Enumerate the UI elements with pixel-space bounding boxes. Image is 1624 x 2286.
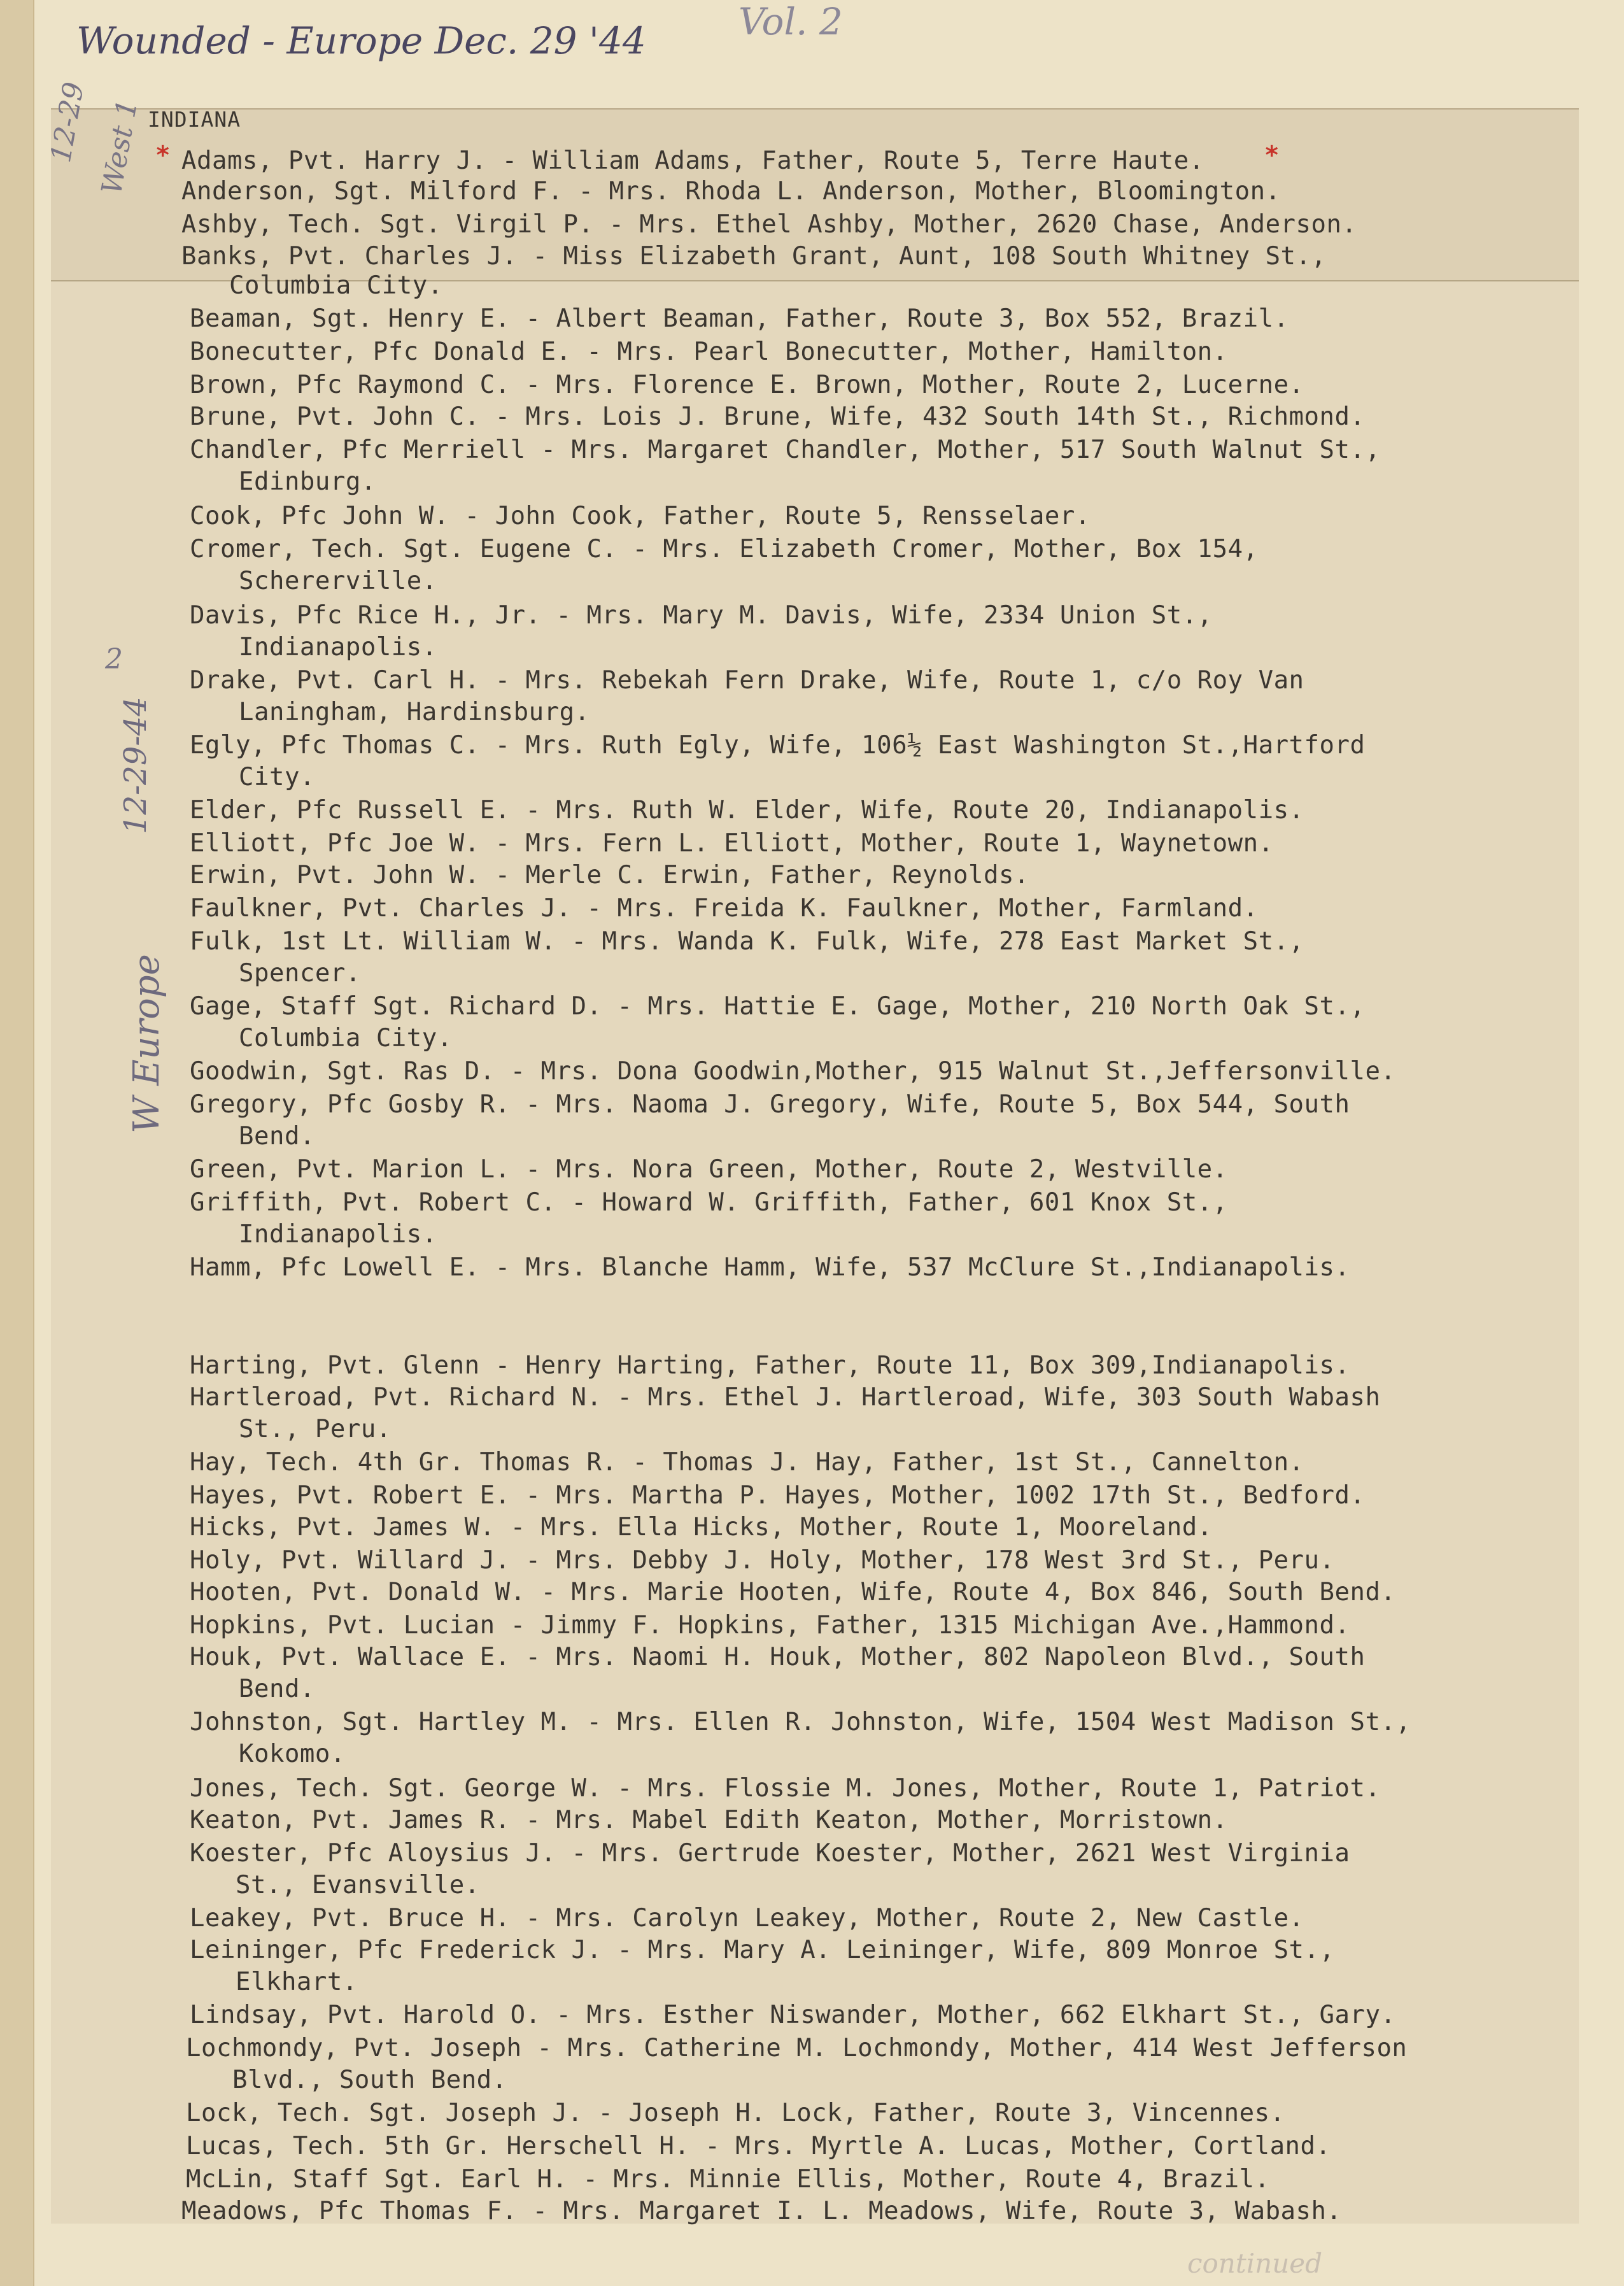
entry-line: Cromer, Tech. Sgt. Eugene C. - Mrs. Elizabeth Cromer, Mother, Box 154, — [190, 535, 1259, 564]
entry-line: Lochmondy, Pvt. Joseph - Mrs. Catherine M. Lochmondy, Mother, 414 West Jefferson — [186, 2034, 1408, 2062]
entry-line: Griffith, Pvt. Robert C. - Howard W. Griffith, Father, 601 Knox St., — [190, 1188, 1228, 1217]
entry-line: City. — [239, 763, 315, 792]
entry-line: Hooten, Pvt. Donald W. - Mrs. Marie Hooten, Wife, Route 4, Box 846, South Bend. — [190, 1578, 1396, 1607]
entry-line: Davis, Pfc Rice H., Jr. - Mrs. Mary M. Davis, Wife, 2334 Union St., — [190, 601, 1213, 630]
entry-line: Hopkins, Pvt. Lucian - Jimmy F. Hopkins, Father, 1315 Michigan Ave.,Hammond. — [190, 1611, 1350, 1640]
star-mark-left: * — [155, 141, 171, 170]
entry-line: Indianapolis. — [239, 633, 437, 662]
entry-line: St., Peru. — [239, 1415, 392, 1444]
entry-line: Blvd., South Bend. — [232, 2066, 507, 2094]
margin-note-3: 2 — [105, 643, 123, 676]
entry-line: Leakey, Pvt. Bruce H. - Mrs. Carolyn Leakey, Mother, Route 2, New Castle. — [190, 1904, 1304, 1933]
entry-line: Banks, Pvt. Charles J. - Miss Elizabeth Grant, Aunt, 108 South Whitney St., — [181, 242, 1327, 271]
entry-line: Hayes, Pvt. Robert E. - Mrs. Martha P. Hayes, Mother, 1002 17th St., Bedford. — [190, 1481, 1366, 1510]
entry-line: Lindsay, Pvt. Harold O. - Mrs. Esther Niswander, Mother, 662 Elkhart St., Gary. — [190, 2001, 1396, 2029]
entry-line: Johnston, Sgt. Hartley M. - Mrs. Ellen R. Johnston, Wife, 1504 West Madison St., — [190, 1708, 1411, 1736]
handwritten-volume: Vol. 2 — [738, 0, 843, 43]
entry-line: Lucas, Tech. 5th Gr. Herschell H. - Mrs. Myrtle A. Lucas, Mother, Cortland. — [186, 2132, 1331, 2161]
entry-line: Kokomo. — [239, 1740, 346, 1768]
entry-line: Hartleroad, Pvt. Richard N. - Mrs. Ethel J. Hartleroad, Wife, 303 South Wabash — [190, 1383, 1381, 1412]
entry-line: Bend. — [239, 1122, 315, 1151]
entry-line: Hay, Tech. 4th Gr. Thomas R. - Thomas J. Hay, Father, 1st St., Cannelton. — [190, 1448, 1304, 1477]
entry-line: Brown, Pfc Raymond C. - Mrs. Florence E. Brown, Mother, Route 2, Lucerne. — [190, 371, 1304, 399]
margin-note-2: West 1 — [95, 97, 145, 197]
entry-line: Egly, Pfc Thomas C. - Mrs. Ruth Egly, Wife, 106½ East Washington St.,Hartford — [190, 731, 1366, 760]
entry-line: Columbia City. — [239, 1024, 453, 1053]
entry-line: McLin, Staff Sgt. Earl H. - Mrs. Minnie Ellis, Mother, Route 4, Brazil. — [186, 2165, 1270, 2194]
entry-line: Chandler, Pfc Merriell - Mrs. Margaret Chandler, Mother, 517 South Walnut St., — [190, 436, 1381, 464]
handwritten-continued: continued — [1187, 2248, 1323, 2279]
entry-line: Gregory, Pfc Gosby R. - Mrs. Naoma J. Gregory, Wife, Route 5, Box 544, South — [190, 1090, 1350, 1119]
entry-line: Gage, Staff Sgt. Richard D. - Mrs. Hattie E. Gage, Mother, 210 North Oak St., — [190, 992, 1366, 1021]
entry-line: Hamm, Pfc Lowell E. - Mrs. Blanche Hamm, Wife, 537 McClure St.,Indianapolis. — [190, 1253, 1350, 1282]
margin-note-5: W Europe — [126, 954, 167, 1133]
entry-line: Elliott, Pfc Joe W. - Mrs. Fern L. Elliott, Mother, Route 1, Waynetown. — [190, 829, 1274, 858]
entry-line: Harting, Pvt. Glenn - Henry Harting, Father, Route 11, Box 309,Indianapolis. — [190, 1351, 1350, 1380]
entry-line: Koester, Pfc Aloysius J. - Mrs. Gertrude Koester, Mother, 2621 West Virginia — [190, 1839, 1350, 1868]
margin-note-1: 12-29 — [45, 80, 91, 165]
entry-line: Edinburg. — [239, 467, 376, 496]
entry-line: Spencer. — [239, 959, 361, 988]
entry-line: Indianapolis. — [239, 1220, 437, 1249]
entry-line: Elder, Pfc Russell E. - Mrs. Ruth W. Elder, Wife, Route 20, Indianapolis. — [190, 796, 1304, 825]
entry-line: Schererville. — [239, 567, 437, 595]
handwritten-title: Wounded - Europe Dec. 29 '44 — [76, 19, 646, 62]
entry-line: St., Evansville. — [236, 1871, 480, 1899]
entry-line: Adams, Pvt. Harry J. - William Adams, Father, Route 5, Terre Haute. — [181, 146, 1204, 175]
entry-line: Cook, Pfc John W. - John Cook, Father, Route 5, Rensselaer. — [190, 502, 1091, 530]
entry-line: Elkhart. — [236, 1968, 358, 1996]
entry-line: Green, Pvt. Marion L. - Mrs. Nora Green, Mother, Route 2, Westville. — [190, 1155, 1228, 1184]
entry-line: Faulkner, Pvt. Charles J. - Mrs. Freida K. Faulkner, Mother, Farmland. — [190, 894, 1259, 923]
entry-line: Holy, Pvt. Willard J. - Mrs. Debby J. Holy, Mother, 178 West 3rd St., Peru. — [190, 1546, 1335, 1575]
entry-line: Laningham, Hardinsburg. — [239, 698, 590, 727]
entry-line: Ashby, Tech. Sgt. Virgil P. - Mrs. Ethel Ashby, Mother, 2620 Chase, Anderson. — [181, 210, 1357, 239]
entry-line: Fulk, 1st Lt. William W. - Mrs. Wanda K. Fulk, Wife, 278 East Market St., — [190, 927, 1304, 956]
entry-line: Houk, Pvt. Wallace E. - Mrs. Naomi H. Houk, Mother, 802 Napoleon Blvd., South — [190, 1643, 1366, 1672]
entry-line: Erwin, Pvt. John W. - Merle C. Erwin, Father, Reynolds. — [190, 861, 1029, 890]
entry-line: Hicks, Pvt. James W. - Mrs. Ella Hicks, Mother, Route 1, Mooreland. — [190, 1513, 1213, 1542]
star-mark-right: * — [1264, 141, 1280, 170]
margin-note-4: 12-29-44 — [118, 697, 153, 834]
entry-line: Goodwin, Sgt. Ras D. - Mrs. Dona Goodwin,Mother, 915 Walnut St.,Jeffersonville. — [190, 1057, 1396, 1086]
entry-line: Leininger, Pfc Frederick J. - Mrs. Mary A. Leininger, Wife, 809 Monroe St., — [190, 1936, 1335, 1964]
entry-line: Beaman, Sgt. Henry E. - Albert Beaman, Father, Route 3, Box 552, Brazil. — [190, 304, 1289, 333]
entry-line: Keaton, Pvt. James R. - Mrs. Mabel Edith Keaton, Mother, Morristown. — [190, 1806, 1228, 1835]
entry-line: Columbia City. — [229, 271, 443, 300]
entry-line: Drake, Pvt. Carl H. - Mrs. Rebekah Fern Drake, Wife, Route 1, c/o Roy Van — [190, 666, 1304, 695]
entry-line: Bonecutter, Pfc Donald E. - Mrs. Pearl Bonecutter, Mother, Hamilton. — [190, 337, 1228, 366]
entry-line: Meadows, Pfc Thomas F. - Mrs. Margaret I. L. Meadows, Wife, Route 3, Wabash. — [181, 2197, 1342, 2226]
entry-line: Bend. — [239, 1675, 315, 1703]
entry-line: Anderson, Sgt. Milford F. - Mrs. Rhoda L. Anderson, Mother, Bloomington. — [181, 177, 1281, 206]
entry-line: Brune, Pvt. John C. - Mrs. Lois J. Brune, Wife, 432 South 14th St., Richmond. — [190, 402, 1366, 431]
state-heading: INDIANA — [148, 107, 241, 132]
entry-line: Lock, Tech. Sgt. Joseph J. - Joseph H. Lock, Father, Route 3, Vincennes. — [186, 2099, 1285, 2127]
entry-line: Jones, Tech. Sgt. George W. - Mrs. Flossie M. Jones, Mother, Route 1, Patriot. — [190, 1774, 1381, 1803]
